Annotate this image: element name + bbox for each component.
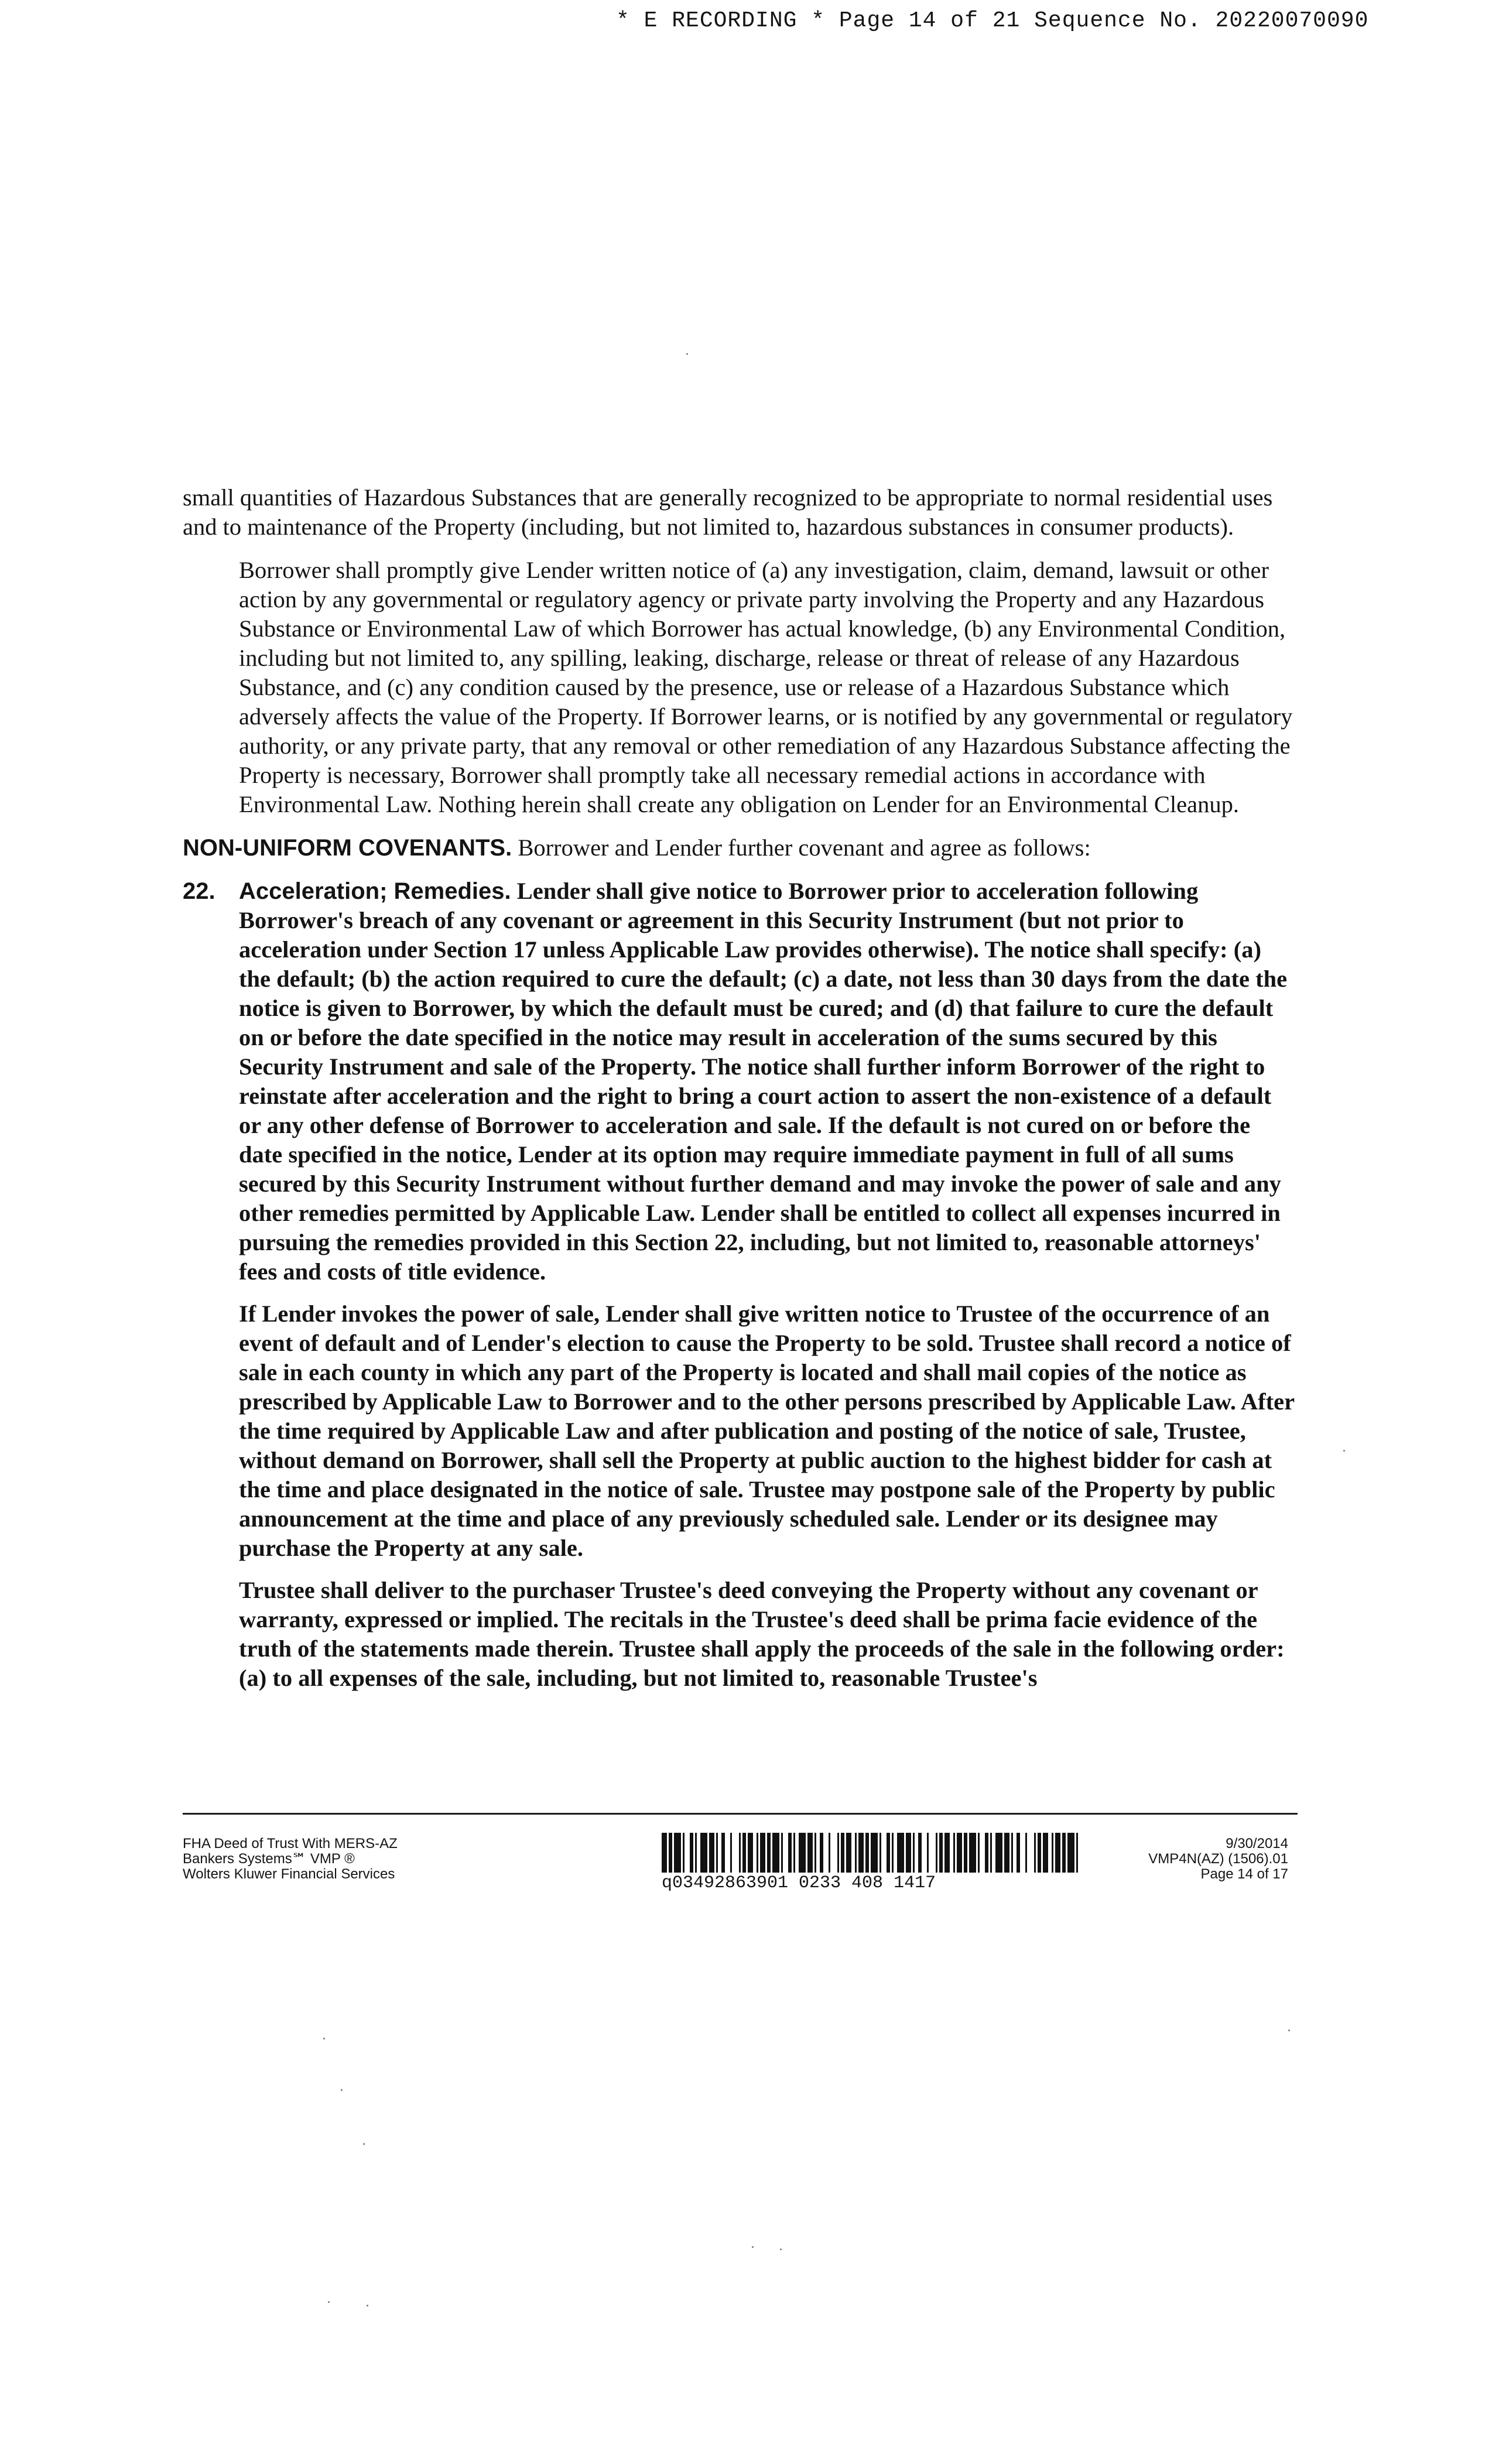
barcode-bar — [927, 1833, 929, 1873]
barcode-bar — [944, 1833, 950, 1873]
barcode-image — [662, 1833, 1083, 1873]
barcode-bar — [662, 1833, 667, 1873]
barcode-bar — [793, 1833, 795, 1873]
barcode-bar — [1052, 1833, 1053, 1873]
barcode-bar — [936, 1833, 937, 1873]
barcode-bar — [1076, 1833, 1078, 1873]
barcode-bar — [1055, 1833, 1060, 1873]
barcode-bar — [964, 1833, 967, 1873]
barcode-bar — [939, 1833, 943, 1873]
barcode-bar — [858, 1833, 864, 1873]
barcode-bar — [837, 1833, 839, 1873]
scan-speck — [1288, 2030, 1290, 2031]
scan-speck — [323, 2038, 325, 2039]
barcode-bar — [1017, 1833, 1020, 1873]
barcode-bar — [985, 1833, 988, 1873]
barcode-bar — [820, 1833, 823, 1873]
barcode-bar — [1004, 1833, 1009, 1873]
barcode-bar — [757, 1833, 758, 1873]
barcode-bar — [841, 1833, 844, 1873]
section-body: Lender shall give notice to Borrower prior to acceleration following Borrower's breach of any covenant or agreement in this Security Instrument (but not prior to acceleration under Section 17 unless Applicable Law provides otherwise). The notice shall specify: (a) the default; (b) the action required to cure the default; (c) a date, not less than 30 days from the date the notice is given to Borrower, by which the default must be cured; and (d) that failure to cure the default on or before the date specified in the notice may result in acceleration of the sums secured by this Security Instrument and sale of the Property. The notice shall further inform Borrower of the right to reinstate after acceleration and the right to bring a court action to assert the non-existence of a default or any other defense of Borrower to acceleration and sale. If the default is not cured on or before the date specified in the notice, Lender at its option may require immediate payment in full of all sums secured by this Security Instrument without further demand and may invoke the power of sale and any other remedies permitted by Applicable Law. Lender shall be entitled to collect all expenses incurred in pursuing the remedies provided in this Section 22, including, but not limited to, reasonable attorneys' fees and costs of title evidence. — [239, 878, 1288, 1285]
paragraph-hazardous-continuation: small quantities of Hazardous Substances that are generally recognized to be appropriate to normal residential uses and to maintenance of the Property (including, but not limited to, hazardous substances in consumer products). — [183, 484, 1273, 540]
barcode-bar — [897, 1833, 904, 1873]
barcode-bar — [683, 1833, 685, 1873]
barcode-bar — [748, 1833, 753, 1873]
barcode-bar — [995, 1833, 1002, 1873]
scan-speck — [780, 2249, 782, 2250]
barcode-bar — [695, 1833, 697, 1873]
barcode-bar — [957, 1833, 962, 1873]
barcode-bar — [1025, 1833, 1027, 1873]
barcode-bar — [709, 1833, 714, 1873]
barcode-bar — [716, 1833, 718, 1873]
barcode-bar — [760, 1833, 765, 1873]
barcode-bar — [865, 1833, 869, 1873]
barcode-number: q03492863901 0233 408 1417 — [662, 1873, 936, 1893]
barcode-bar — [969, 1833, 976, 1873]
paragraph-trustee-deed: Trustee shall deliver to the purchaser Trustee's deed conveying the Property without any covenant or warranty, expressed or implied. The recitals in the Trustee's deed shall be prima facie evidence of the truth of the statements made therein. Trustee shall apply the proceeds of the sale in the following order: (a) to all expenses of the sale, including, but not limited to, reasonable Trustee's — [239, 1577, 1285, 1691]
scan-speck — [686, 353, 688, 355]
barcode-bar — [913, 1833, 915, 1873]
footer-divider — [183, 1813, 1298, 1815]
barcode-bar — [1038, 1833, 1041, 1873]
footer-page: Page 14 of 17 — [1200, 1866, 1288, 1882]
barcode-bar — [1067, 1833, 1074, 1873]
covenants-heading: NON-UNIFORM COVENANTS. — [183, 835, 512, 861]
barcode-bar — [879, 1833, 881, 1873]
barcode-bar — [721, 1833, 725, 1873]
document-body — [183, 483, 1295, 1693]
barcode-bar — [1034, 1833, 1036, 1873]
scan-speck — [341, 2089, 343, 2091]
scan-speck — [363, 2143, 365, 2145]
barcode-bar — [788, 1833, 792, 1873]
scan-speck — [1343, 1450, 1345, 1452]
paragraph-borrower-notice: Borrower shall promptly give Lender written notice of (a) any investigation, claim, demand, lawsuit or other action by any governmental or regulatory agency or private party involving the Property and any Hazardous Substance or Environmental Law of which Borrower has actual knowledge, (b) any Environmental Condition, including but not limited to, any spilling, leaking, discharge, release or threat of release of any Hazardous Substance, and (c) any condition caused by the presence, use or release of a Hazardous Substance which adversely affects the value of the Property. If Borrower learns, or is notified by any governmental or regulatory authority, or any private party, that any removal or other remediation of any Hazardous Substance affecting the Property is necessary, Borrower shall promptly take all necessary remedial actions in accordance with Environmental Law. Nothing herein shall create any obligation on Lender for an Environmental Cleanup. — [239, 557, 1293, 817]
footer-form-meta — [1130, 1836, 1288, 1882]
barcode-bar — [906, 1833, 911, 1873]
section-22 — [183, 877, 1295, 1286]
barcode-bar — [978, 1833, 980, 1873]
barcode-bar — [1062, 1833, 1066, 1873]
paragraph-power-of-sale: If Lender invokes the power of sale, Lender shall give written notice to Trustee of the occurrence of an event of default and of Lender's election to cause the Property to be sold. Trustee shall record a notice of sale in each county in which any part of the Property is located and shall mail copies of the notice as prescribed by Applicable Law to Borrower and to the other persons prescribed by Applicable Law. After the time required by Applicable Law and after publication and posting of the notice of sale, Trustee, without demand on Borrower, shall sell the Property at public auction to the highest bidder for cash at the time and place designated in the notice of sale. Trustee may postpone sale of the Property by public announcement at the time and place of any previously scheduled sale. Lender or its designee may purchase the Property at any sale. — [239, 1301, 1295, 1561]
footer-date: 9/30/2014 — [1226, 1836, 1288, 1852]
non-uniform-covenants-line — [183, 833, 1295, 863]
barcode-bar — [674, 1833, 681, 1873]
scan-speck — [752, 2246, 754, 2248]
barcode-bar — [855, 1833, 857, 1873]
section-22-text — [239, 877, 1295, 1286]
barcode-bar — [767, 1833, 771, 1873]
footer-form-name: FHA Deed of Trust With MERS-AZ — [183, 1836, 398, 1852]
recording-header: * E RECORDING * Page 14 of 21 Sequence No. 20220070090 — [616, 8, 1369, 33]
section-title: Acceleration; Remedies. — [239, 878, 511, 904]
barcode-bar — [739, 1833, 741, 1873]
scan-speck — [367, 2305, 368, 2306]
barcode-bar — [690, 1833, 693, 1873]
barcode-bar — [918, 1833, 922, 1873]
barcode-bar — [953, 1833, 955, 1873]
barcode-bar — [1043, 1833, 1048, 1873]
footer-form-code: VMP4N(AZ) (1506).01 — [1148, 1851, 1288, 1867]
barcode-bar — [814, 1833, 816, 1873]
barcode-block — [662, 1833, 1089, 1893]
scan-speck — [328, 2301, 330, 2303]
barcode-bar — [1011, 1833, 1013, 1873]
section-number: 22. — [183, 878, 215, 904]
covenants-intro: Borrower and Lender further covenant and agree as follows: — [518, 834, 1091, 861]
barcode-bar — [669, 1833, 672, 1873]
footer-form-info — [183, 1836, 398, 1882]
barcode-bar — [742, 1833, 746, 1873]
barcode-bar — [846, 1833, 851, 1873]
barcode-bar — [892, 1833, 894, 1873]
barcode-bar — [772, 1833, 779, 1873]
barcode-bar — [700, 1833, 707, 1873]
barcode-bar — [829, 1833, 830, 1873]
footer-publisher: Bankers Systems℠ VMP ® — [183, 1851, 355, 1867]
barcode-bar — [990, 1833, 992, 1873]
barcode-bar — [887, 1833, 890, 1873]
footer-company: Wolters Kluwer Financial Services — [183, 1866, 395, 1882]
barcode-bar — [730, 1833, 732, 1873]
barcode-bar — [799, 1833, 806, 1873]
barcode-bar — [807, 1833, 813, 1873]
barcode-bar — [871, 1833, 878, 1873]
barcode-bar — [781, 1833, 783, 1873]
